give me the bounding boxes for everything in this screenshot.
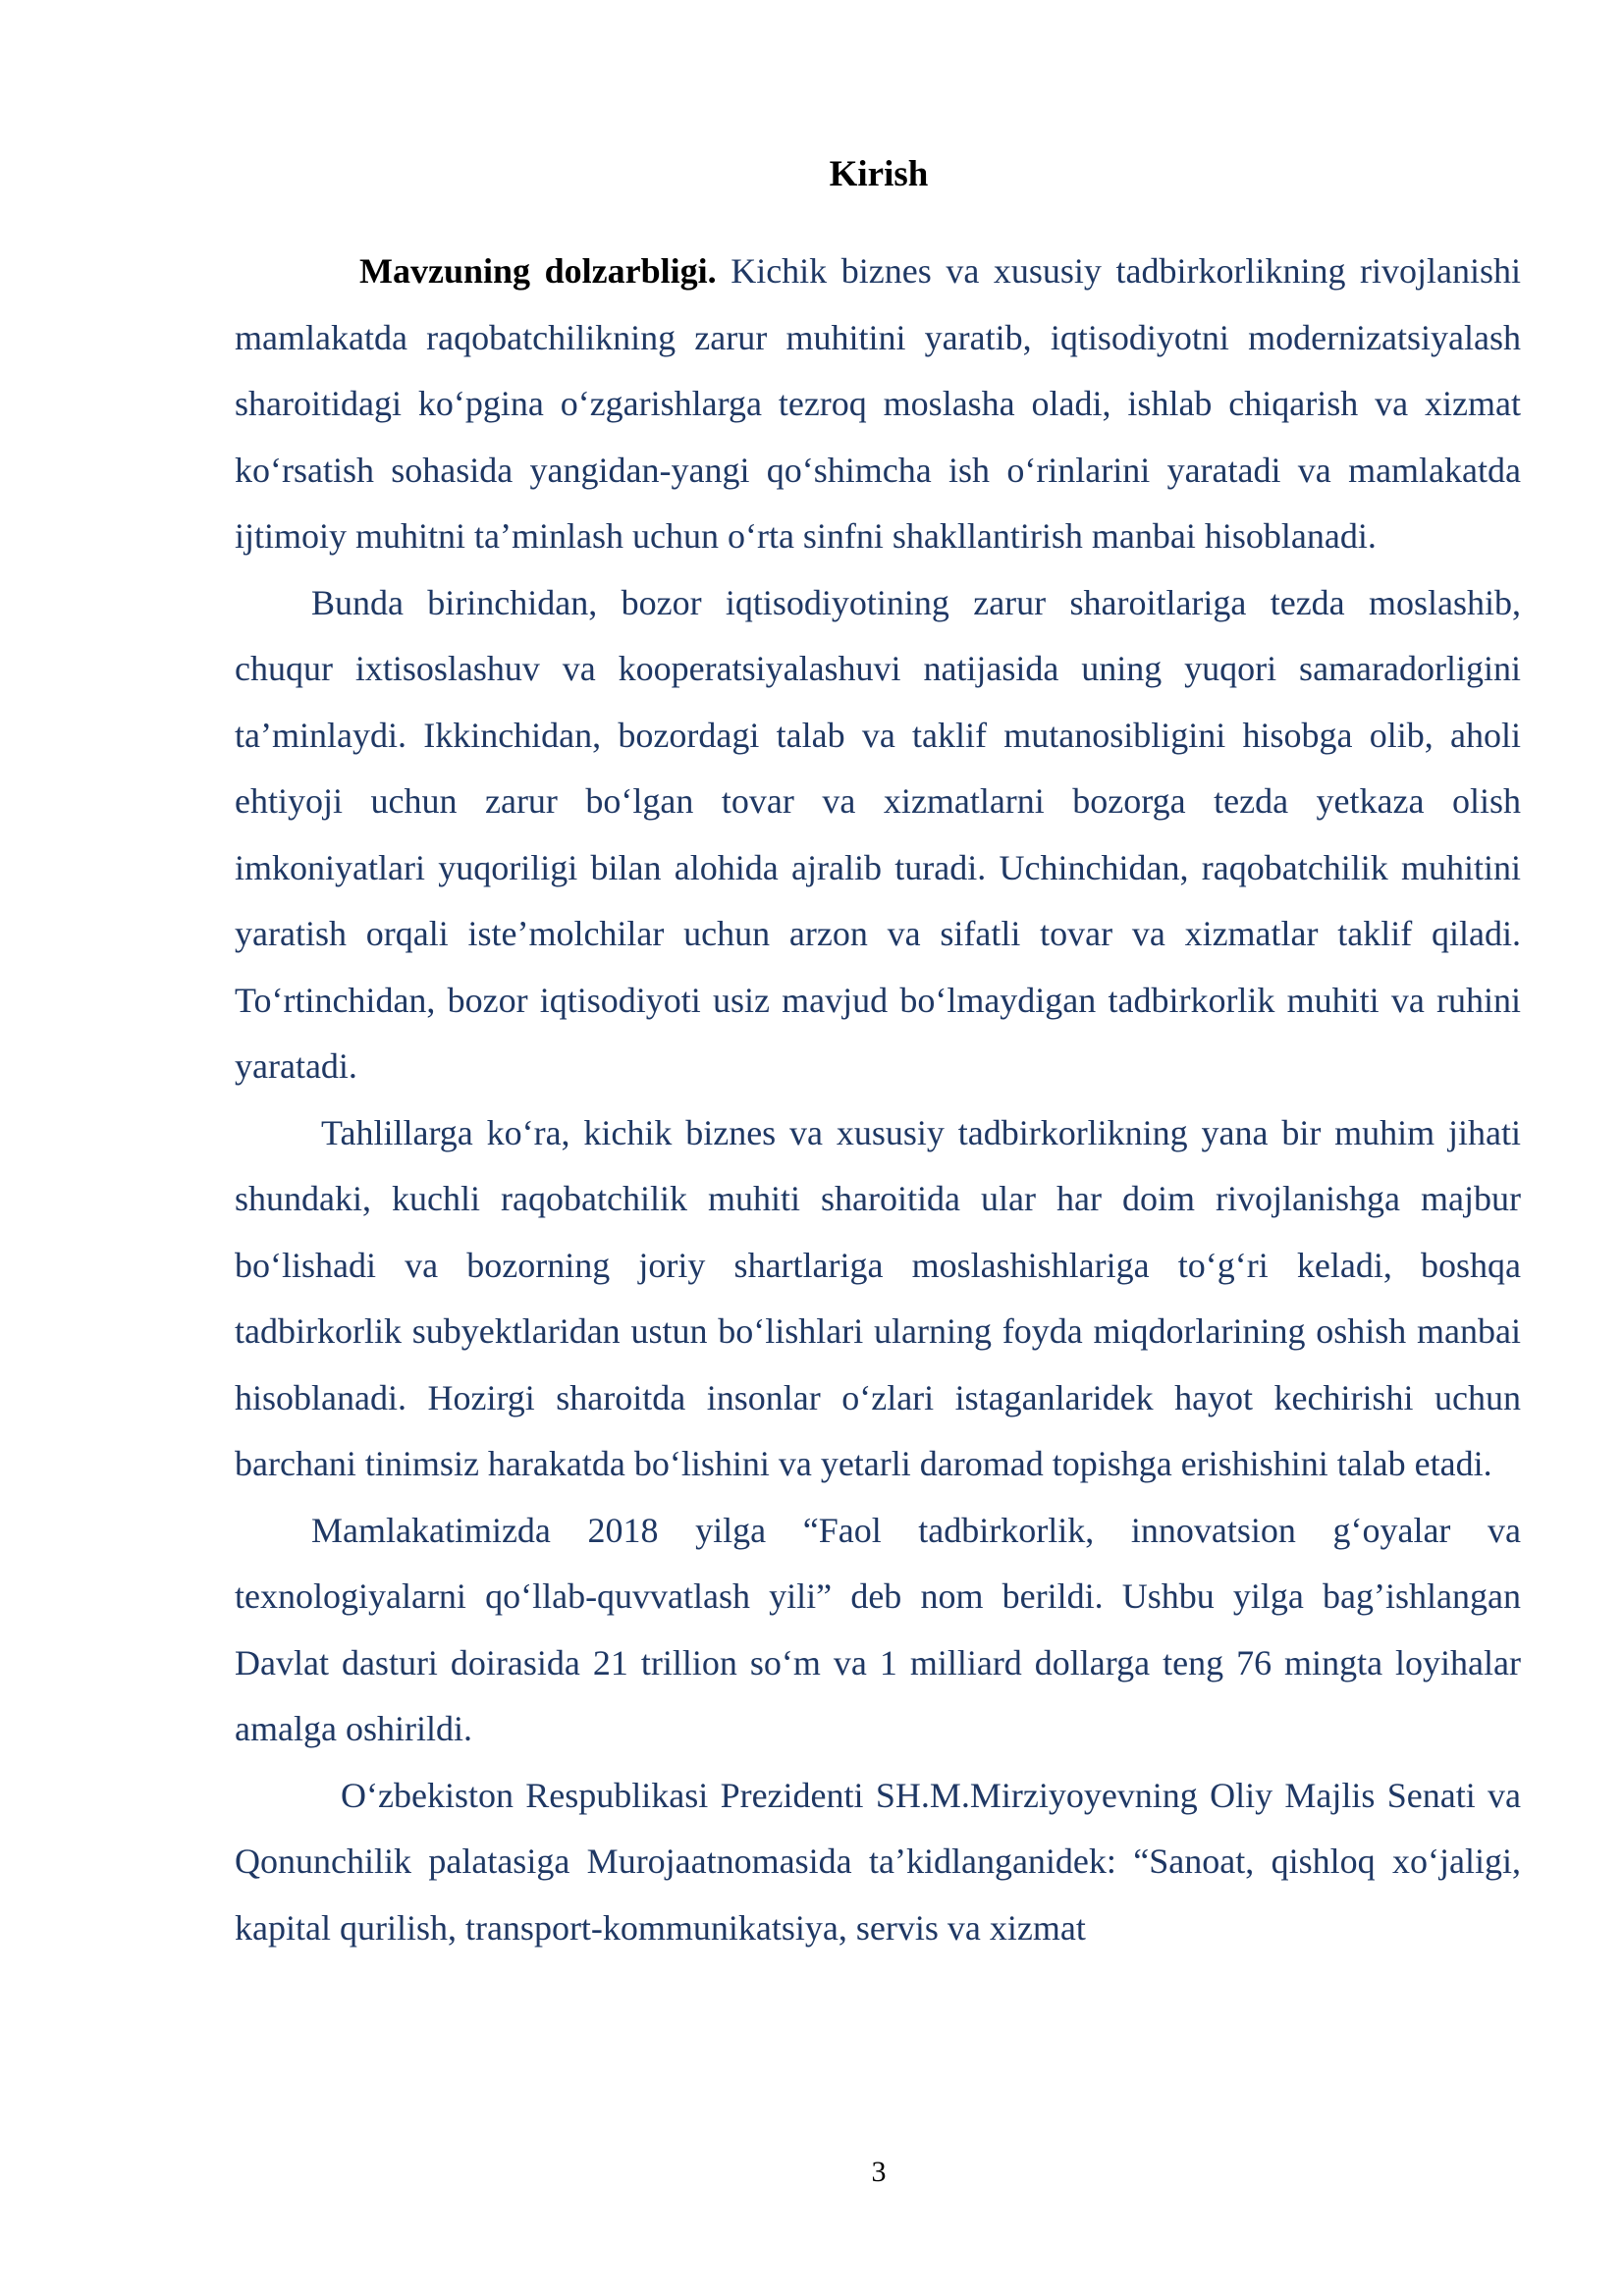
paragraph-5: Oʻzbekiston Respublikasi Prezidenti SH.M.Mirziyoyevning Oliy Majlis Senati va Qonunchilik palatasiga Murojaatnomasida taʼkidlanganidek: “Sanoat, qishloq xoʻjaligi, kapital qurilish, transport-kommunikatsiya, servis va xizmat <box>235 1775 1521 1948</box>
paragraph-2: Bunda birinchidan, bozor iqtisodiyotining zarur sharoitlariga tezda moslashib, chuqur ixtisoslashuv va kooperatsiyalashuvi natijasida uning yuqori samaradorligini taʼminlaydi. Ikkinchidan, bozordagi talab va taklif mutanosibligini hisobga olib, aholi ehtiyoji uchun zarur boʻlgan tovar va xizmatlarni bozorga tezda yetkaza olish imkoniyatlari yuqoriligi bilan alohida ajralib turadi. Uchinchidan, raqobatchilik muhitini yaratish orqali isteʼmolchilar uchun arzon va sifatli tovar va xizmatlar taklif qiladi. Toʻrtinchidan, bozor iqtisodiyoti usiz mavjud boʻlmaydigan tadbirkorlik muhiti va ruhini yaratadi. <box>235 582 1521 1086</box>
paragraph-text: Kichik biznes va xususiy tadbirkorlikning rivojlanishi mamlakatda raqobatchilikning zarur muhitini yaratib, iqtisodiyotni modernizatsiyalash sharoitidagi koʻpgina oʻzgarishlarga tezroq moslasha oladi, ishlab chiqarish va xizmat koʻrsatish sohasida yangidan-yangi qoʻshimcha ish oʻrinlarini yaratadi va mamlakatda ijtimoiy muhitni taʼminlash uchun oʻrta sinfni shakllantirish manbai hisoblanadi. <box>235 251 1522 556</box>
page-number: 3 <box>871 2156 887 2188</box>
paragraph-1 <box>235 239 1521 570</box>
paragraph-lead: Mavzuning dolzarbligi. <box>359 251 717 291</box>
paragraph-4: Mamlakatimizda 2018 yilga “Faol tadbirkorlik, innovatsion gʻoyalar va texnologiyalarni qoʻllab-quvvatlash yili” deb nom berildi. Ushbu yilga bagʼishlangan Davlat dasturi doirasida 21 trillion soʻm va 1 milliard dollarga teng 76 mingta loyihalar amalga oshirildi. <box>235 1510 1521 1748</box>
paragraph-3: Tahlillarga koʻra, kichik biznes va xususiy tadbirkorlikning yana bir muhim jihati shundaki, kuchli raqobatchilik muhiti sharoitida ular har doim rivojlanishga majbur boʻlishadi va bozorning joriy shartlariga moslashishlariga toʻgʻri keladi, boshqa tadbirkorlik subyektlaridan ustun boʻlishlari ularning foyda miqdorlarining oshish manbai hisoblanadi. Hozirgi sharoitda insonlar oʻzlari istaganlaridek hayot kechirishi uchun barchani tinimsiz harakatda boʻlishini va yetarli daromad topishga erishishini talab etadi. <box>235 1112 1521 1483</box>
body-text <box>235 239 1521 1961</box>
section-title: Kirish <box>829 154 929 194</box>
